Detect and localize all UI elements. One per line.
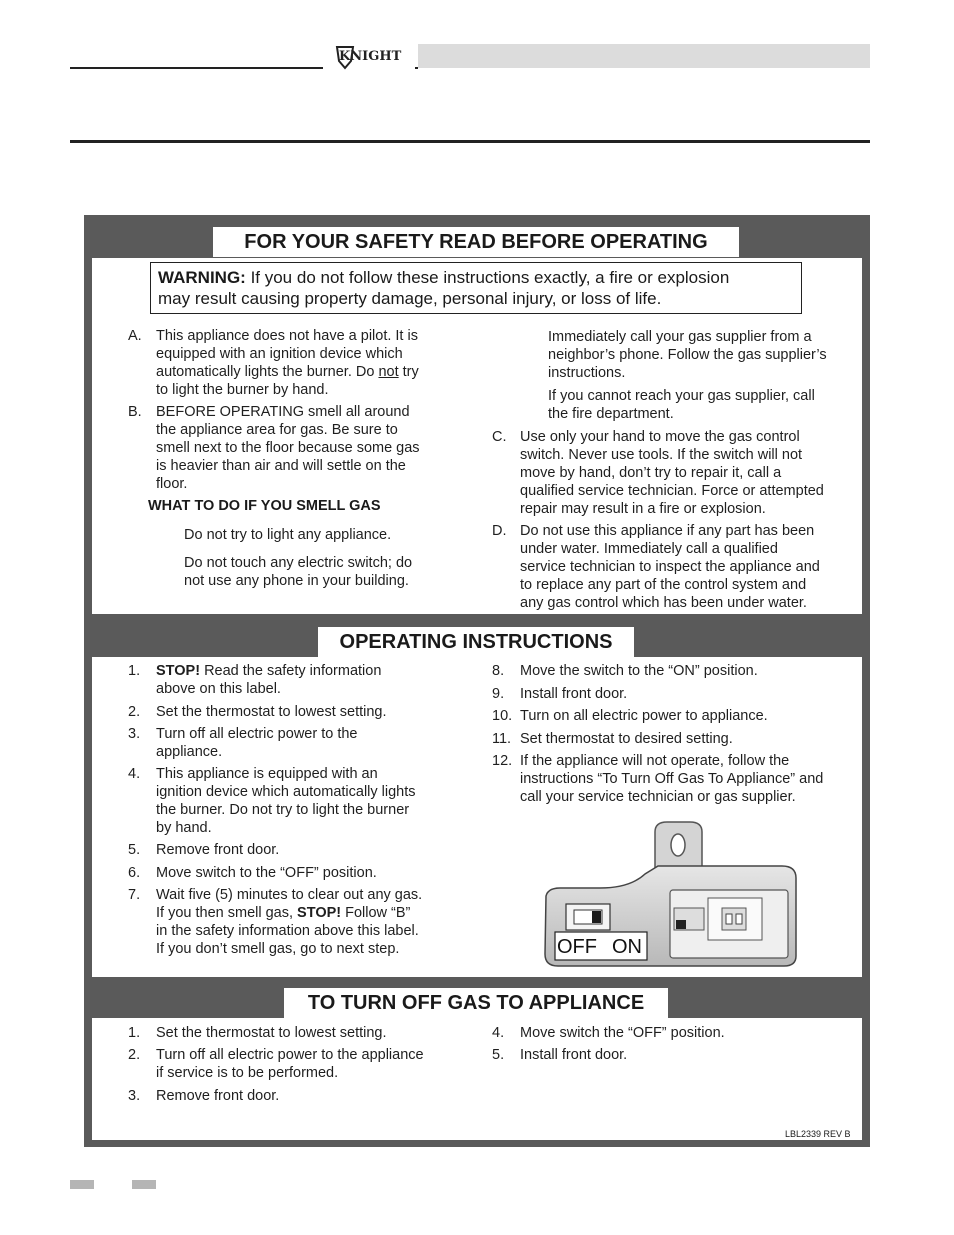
smell-gas-heading: WHAT TO DO IF YOU SMELL GAS (148, 498, 381, 514)
op-step-9-num: 9. (492, 686, 505, 702)
footer-tab-left (70, 1180, 94, 1189)
op-step-11: Set thermostat to desired setting. (520, 731, 733, 747)
op-step-9: Install front door. (520, 686, 628, 702)
off-step-1-num: 1. (128, 1025, 141, 1041)
op-step-5-num: 5. (128, 842, 141, 858)
header-bar (418, 44, 870, 68)
item-c-text: Use only your hand to move the gas control switch. Never use tools. If the switch will not move by hand, don’t try to repair it, call a qualified service technician. Force or attempted repair may result in a fire or explosion. (520, 429, 824, 517)
op-step-5: Remove front door. (156, 842, 280, 858)
op-step-1-num: 1. (128, 663, 141, 679)
turnoff-title: TO TURN OFF GAS TO APPLIANCE (284, 988, 668, 1018)
smell-gas-step-1: Do not try to light any appliance. (184, 527, 392, 543)
off-step-5-num: 5. (492, 1047, 505, 1063)
operating-title: OPERATING INSTRUCTIONS (318, 627, 634, 657)
smell-gas-step-2: Do not touch any electric switch; do not use any phone in your building. (184, 555, 413, 589)
off-step-2: Turn off all electric power to the appliance if service is to be performed. (156, 1047, 424, 1081)
svg-text:KNIGHT: KNIGHT (339, 49, 402, 64)
item-c-letter: C. (492, 429, 507, 445)
item-d-letter: D. (492, 523, 507, 539)
section-rule (70, 140, 870, 143)
safety-title: FOR YOUR SAFETY READ BEFORE OPERATING (213, 227, 739, 257)
op-step-3-num: 3. (128, 726, 141, 742)
op-step-6-num: 6. (128, 865, 141, 881)
warning-text-2: may result causing property damage, personal injury, or loss of life. (158, 289, 662, 308)
off-step-2-num: 2. (128, 1047, 141, 1063)
switch-on-label: ON (612, 936, 642, 958)
label-revision: LBL2339 REV B (785, 1129, 851, 1139)
smell-gas-step-4: If you cannot reach your gas supplier, call the fire department. (548, 388, 815, 422)
knight-logo (323, 43, 415, 71)
op-step-4: This appliance is equipped with an ignition device which automatically lights the burner. Do not try to light the burner by hand. (156, 766, 416, 836)
item-b-text: BEFORE OPERATING smell all around the appliance area for gas. Be sure to smell next to the floor because some gas is heavier than air and will settle on the floor. (156, 404, 420, 492)
op-step-3: Turn off all electric power to the appliance. (156, 726, 358, 760)
item-a-text: This appliance does not have a pilot. It is equipped with an ignition device which automatically lights the burner. Do not try to light the burner by hand. (156, 328, 419, 398)
off-step-4-num: 4. (492, 1025, 505, 1041)
op-step-8: Move the switch to the “ON” position. (520, 663, 758, 679)
warning-label: WARNING: (158, 268, 246, 287)
op-step-2: Set the thermostat to lowest setting. (156, 704, 387, 720)
item-d-text: Do not use this appliance if any part has been under water. Immediately call a qualified service technician to inspect the appliance and to replace any part of the control system and any gas control which has been under water. (520, 523, 820, 611)
footer-tab-right (132, 1180, 156, 1189)
off-step-5: Install front door. (520, 1047, 628, 1063)
op-step-2-num: 2. (128, 704, 141, 720)
op-step-11-num: 11. (492, 731, 512, 747)
op-step-6: Move switch to the “OFF” position. (156, 865, 377, 881)
op-step-7-num: 7. (128, 887, 141, 903)
switch-off-label: OFF (557, 936, 597, 958)
op-step-10-num: 10. (492, 708, 513, 724)
op-step-12-num: 12. (492, 753, 513, 769)
item-b-letter: B. (128, 404, 142, 420)
off-step-3: Remove front door. (156, 1088, 280, 1104)
warning-box (150, 262, 802, 314)
op-step-7: Wait five (5) minutes to clear out any gas. If you then smell gas, STOP! Follow “B” in the safety information above this label. If you don’t smell gas, go to next step. (156, 887, 423, 957)
op-step-1: STOP! Read the safety information above on this label. (156, 663, 382, 697)
op-step-4-num: 4. (128, 766, 141, 782)
op-step-10: Turn on all electric power to appliance. (520, 708, 768, 724)
off-step-3-num: 3. (128, 1088, 141, 1104)
op-step-8-num: 8. (492, 663, 505, 679)
gas-control-switch-illustration (540, 818, 800, 970)
off-step-4: Move switch the “OFF” position. (520, 1025, 725, 1041)
smell-gas-step-3: Immediately call your gas supplier from a neighbor’s phone. Follow the gas supplier’s instructions. (548, 329, 827, 381)
warning-text-1: If you do not follow these instructions exactly, a fire or explosion (250, 268, 730, 287)
off-step-1: Set the thermostat to lowest setting. (156, 1025, 387, 1041)
op-step-12: If the appliance will not operate, follow the instructions “To Turn Off Gas To Appliance” and call your service technician or gas supplier. (520, 753, 824, 805)
item-a-letter: A. (128, 328, 142, 344)
